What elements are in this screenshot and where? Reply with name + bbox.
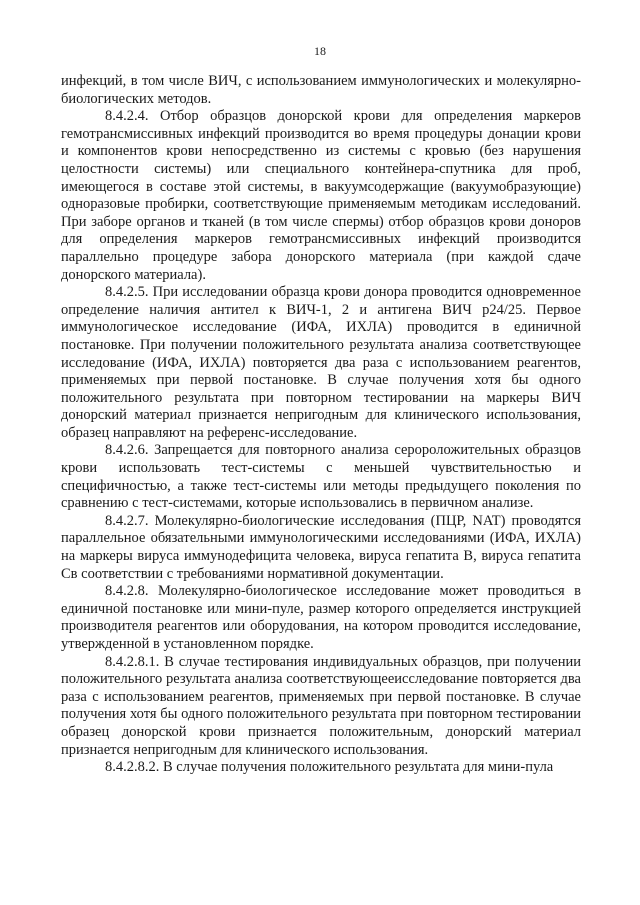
page-number: 18 [314,44,326,58]
paragraph-8-4-2-8-2: 8.4.2.8.2. В случае получения положительного результата для мини-пула [105,759,554,776]
paragraph-continuation: инфекций, в том числе ВИЧ, с использованием иммунологических и молекулярно-биологических методов. [61,73,581,107]
paragraph-8-4-2-5: 8.4.2.5. При исследовании образца крови донора проводится одновременное определение наличия антител к ВИЧ-1, 2 и антигена ВИЧ p24/25. Первое иммунологическое исследование (ИФА, ИХЛА) проводится в единичной постановке. При получении положительного результата анализа соответствующее исследование (ИФА, ИХЛА) повторяется два раза с использованием реагентов, применяемых при первой постановке. В случае получения хотя бы одного положительного результата при повторном тестировании на маркеры ВИЧ донорский материал признается непригодным для клинического использования, образец направляют на референс-исследование. [61,284,581,441]
paragraph-8-4-2-6: 8.4.2.6. Запрещается для повторного анализа серopоложительных образцов крови использовать тест-системы с меньшей чувствительностью и специфичностью, а также тест-системы или методы предыдущего поколения по сравнению с тест-системами, которые использовались в первичном анализе. [61,442,581,512]
paragraph-8-4-2-7: 8.4.2.7. Молекулярно-биологические исследования (ПЦР, NAT) проводятся параллельное обязательными иммунологическими исследованиями (ИФА, ИХЛА) на маркеры вируса иммунодефицита человека, вируса гепатита В, вируса гепатита Св соответствии с требованиями нормативной документации. [61,512,581,582]
paragraph-8-4-2-8: 8.4.2.8. Молекулярно-биологическое исследование может проводиться в единичной постановке или мини-пуле, размер которого определяется инструкцией производителя реагентов или оборудования, на котором проводится исследование, утвержденной в установленном порядке. [61,583,581,652]
paragraph-8-4-2-8-1: 8.4.2.8.1. В случае тестирования индивидуальных образцов, при получении положительного результата анализа соответствующееисследование повторяется два раза с использованием реагентов, применяемых при первой постановке. В случае получения хотя бы одного положительного результата при повторном тестировании образец донорской крови признается положительным, донорский материал признается непригодным для клинического использования. [61,653,581,758]
document-body [61,73,581,777]
paragraph-8-4-2-4: 8.4.2.4. Отбор образцов донорской крови для определения маркеров гемотрансмиссивных инфекций производится во время процедуры донации крови и компонентов крови непосредственно из системы с кровью (без нарушения целостности системы) или специального контейнера-спутника для проб, имеющегося в составе этой системы, в вакуумсодержащие (вакуумобразующие) одноразовые пробирки, соответствующие применяемым методикам исследований. При заборе органов и тканей (в том числе спермы) отбор образцов крови доноров для определения маркеров гемотрансмиссивных инфекций производится параллельно процедуре забора донорского материала (при каждой сдаче донорского материала). [61,108,581,283]
